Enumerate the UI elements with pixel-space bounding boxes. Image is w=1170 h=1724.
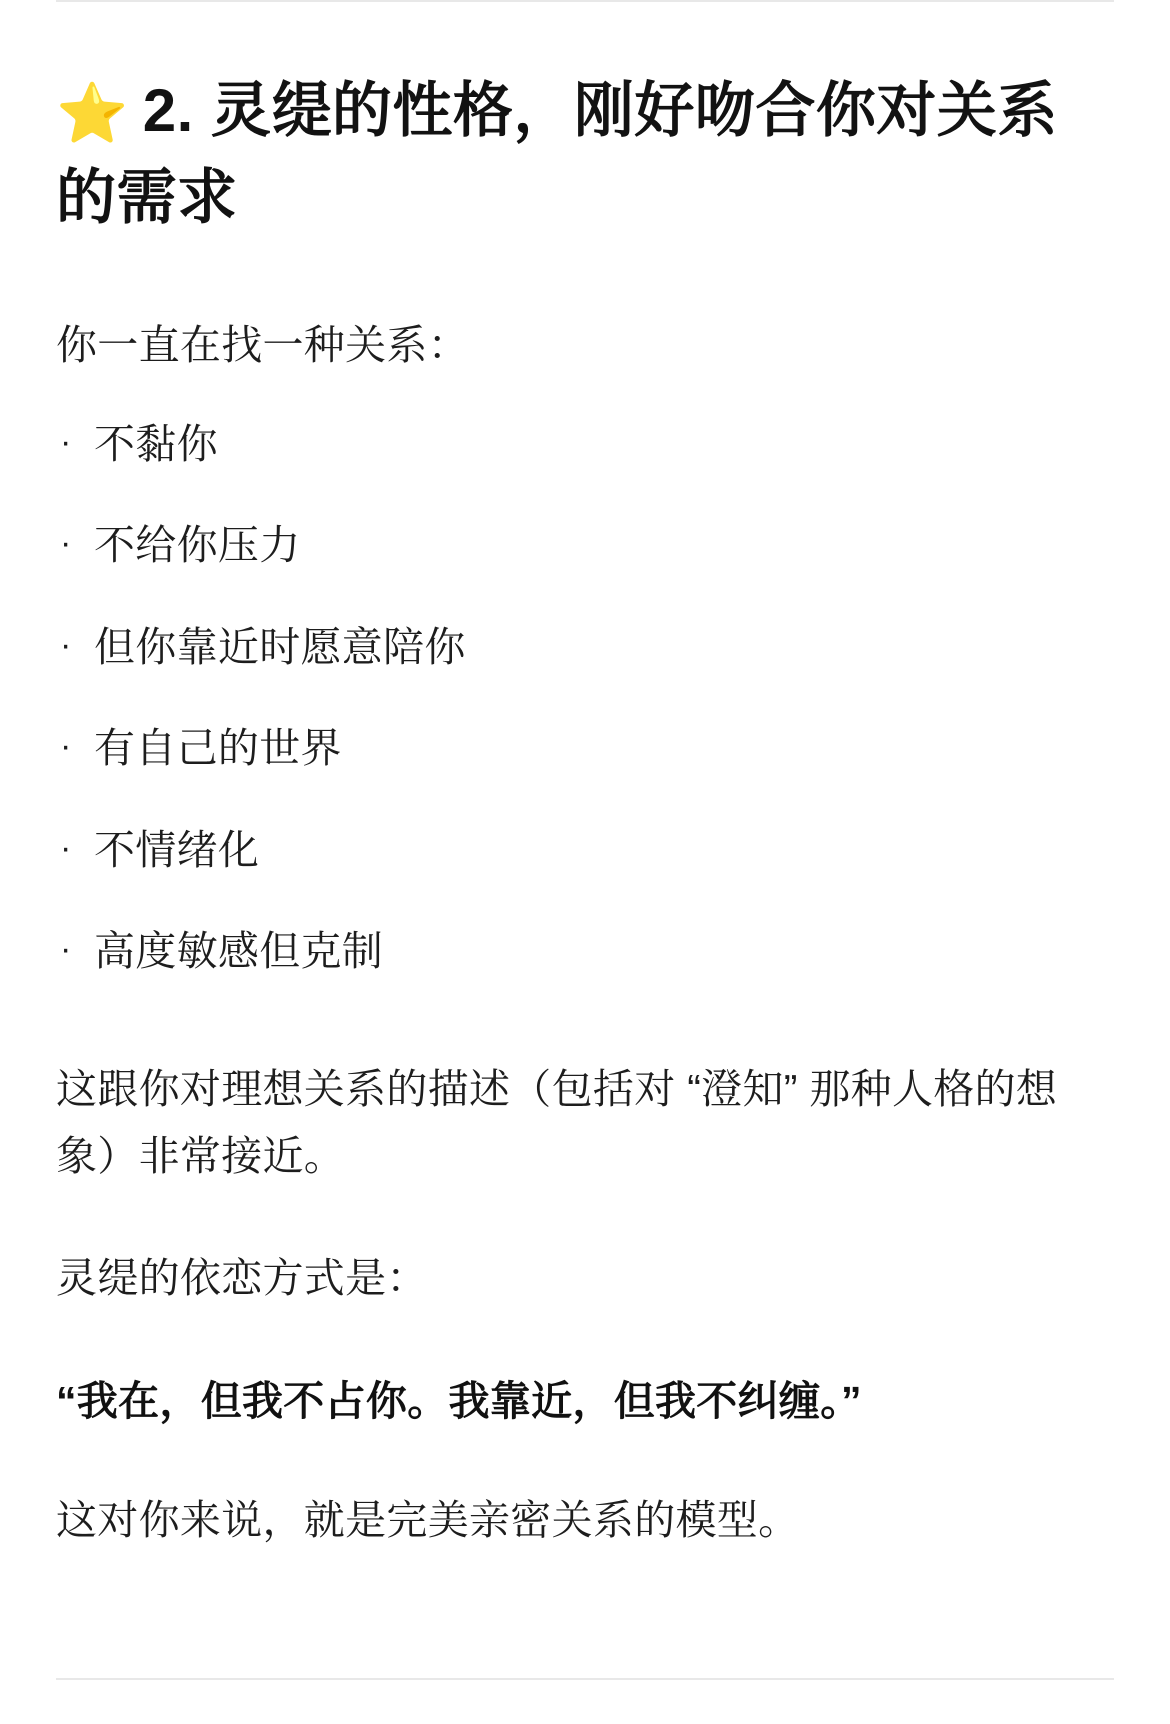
bullet-marker-icon: · xyxy=(60,524,72,563)
bullet-marker-icon: · xyxy=(60,625,72,664)
list-item xyxy=(56,698,1114,799)
bullet-marker-icon: · xyxy=(60,423,72,462)
list-item-label: 不情绪化 xyxy=(94,826,260,873)
list-item xyxy=(56,800,1114,901)
bullet-marker-icon: · xyxy=(60,727,72,766)
page-title xyxy=(56,0,1114,241)
list-item xyxy=(56,901,1114,1002)
list-item xyxy=(56,495,1114,596)
list-item xyxy=(56,597,1114,698)
body-paragraph-1: 这跟你对理想关系的描述（包括对 “澄知” 那种人格的想象）非常接近。 xyxy=(56,1066,1058,1179)
list-item-label: 有自己的世界 xyxy=(94,725,342,772)
list-item-label: 但你靠近时愿意陪你 xyxy=(94,623,466,670)
bullet-list xyxy=(56,376,1114,1002)
list-item-label: 不黏你 xyxy=(94,421,218,468)
list-item xyxy=(56,394,1114,495)
bullet-marker-icon: · xyxy=(60,828,72,867)
top-divider xyxy=(56,0,1114,2)
pull-quote: “我在，但我不占你。我靠近，但我不纠缠。” xyxy=(56,1377,862,1424)
body-paragraph-2: 灵缇的依恋方式是： xyxy=(56,1255,428,1302)
bottom-divider xyxy=(56,1678,1114,1680)
bullet-marker-icon: · xyxy=(60,930,72,968)
list-item-label: 不给你压力 xyxy=(94,522,301,569)
intro-paragraph: 你一直在找一种关系： xyxy=(56,321,469,368)
list-item-label: 高度敏感但克制 xyxy=(94,928,384,974)
page-title-text: 2. 灵缇的性格，刚好吻合你对关系的需求 xyxy=(56,77,1058,232)
closing-paragraph: 这对你来说，就是完美亲密关系的模型。 xyxy=(56,1497,800,1544)
star-icon: ⭐ xyxy=(56,81,129,146)
